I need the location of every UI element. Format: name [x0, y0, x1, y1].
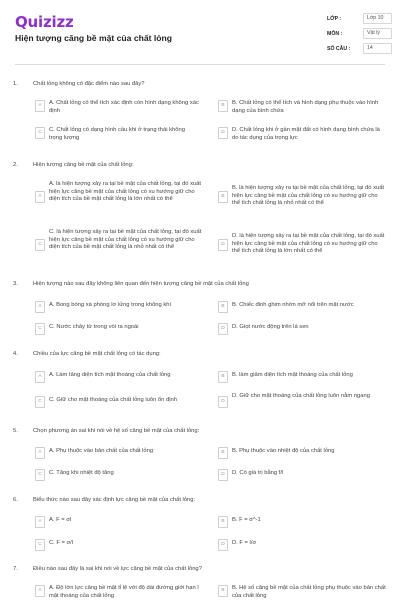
- option-text: B. Phụ thuộc vào nhiệt độ của chất lỏng: [232, 448, 335, 454]
- question-number: 3.: [13, 281, 18, 287]
- worksheet-title: Hiện tượng căng bề mặt của chất lỏng: [15, 33, 173, 43]
- option-text: A. Làm tăng diện tích mặt thoáng của chất lỏng: [49, 372, 171, 378]
- question-text: Chọn phương án sai khi nói về hệ số căng bề mặt của chất lỏng:: [33, 428, 200, 434]
- option-text: C. Giữ cho mặt thoáng của chất lỏng luôn ổn định: [49, 397, 177, 403]
- question-text: Điều nào sau đây là sai khi nói về lực căng bề mặt của chất lỏng?: [33, 566, 202, 572]
- question-number: 4.: [13, 351, 18, 357]
- worksheet-header: [0, 0, 400, 62]
- question-number: 6.: [13, 497, 18, 503]
- option-text: C. F = σ/l: [49, 540, 74, 546]
- option-letter: C: [35, 396, 45, 408]
- question-text: Chiều của lực căng bề mặt chất lỏng có tác dụng:: [33, 351, 161, 357]
- option-letter: A: [35, 371, 45, 383]
- option-text: D. là hiện tượng xảy ra tại bề mặt của chất lỏng, tại đó xuất hiện lực căng bề mặt của chất lỏng có xu hướng giữ cho thể tích chất lỏng là lớn nhất có thể: [232, 233, 385, 254]
- option-letter: B: [218, 585, 228, 597]
- option-letter: A: [35, 447, 45, 459]
- question-text: Hiện tượng nào sau đây không liên quan đến hiện tượng căng bề mặt của chất lỏng: [33, 281, 249, 287]
- option-letter: B: [218, 100, 228, 112]
- option-letter: A: [35, 100, 45, 112]
- option-letter: D: [218, 469, 228, 481]
- option-letter: D: [218, 539, 228, 551]
- option-letter: B: [218, 447, 228, 459]
- option-letter: B: [218, 516, 228, 528]
- option-letter: C: [35, 239, 45, 251]
- option-text: C. Chất lỏng có dạng hình cầu khi ở trạng thái không trọng lượng: [49, 127, 185, 141]
- question-text: Chất lỏng không có đặc điểm nào sau đây?: [33, 81, 145, 87]
- option-text: A. Chất lỏng có thể tích xác định còn hình dạng không xác định: [49, 100, 199, 114]
- option-text: B. Hệ số căng bề mặt của chất lỏng phụ thuộc vào bản chất của chất lỏng: [232, 585, 386, 599]
- option-letter: C: [35, 469, 45, 481]
- option-text: D. F = l/σ: [232, 540, 257, 546]
- option-letter: D: [218, 323, 228, 335]
- option-text: A. Bong bóng xà phòng lơ lửng trong không khí: [49, 302, 172, 308]
- question-text: Biểu thức nào sau đây xác định lực căng bề mặt của chất lỏng:: [33, 497, 196, 503]
- question-number: 7.: [13, 566, 18, 572]
- option-letter: A: [35, 301, 45, 313]
- option-letter: A: [35, 585, 45, 597]
- option-text: D. Có giá trị bằng f/l: [232, 470, 284, 476]
- grade-value: Lớp 10: [363, 13, 392, 24]
- option-letter: A: [35, 191, 45, 203]
- option-letter: B: [218, 301, 228, 313]
- option-letter: B: [218, 191, 228, 203]
- option-text: C. là hiện tượng xảy ra tại bề mặt của chất lỏng, tại đó xuất hiện lực căng bề mặt của chất lỏng có xu hướng giữ cho diện tích của bề mặt chất lỏng là nhỏ nhất có thể: [49, 229, 202, 250]
- subject-value: Vật lý: [363, 28, 392, 39]
- option-text: B. F = σ^-1: [232, 517, 261, 523]
- option-text: B. Chiếc đinh ghim nhờn mỡ nổi trên mặt nước: [232, 302, 354, 308]
- option-text: B. Chất lỏng có thể tích và hình dạng phụ thuộc vào hình dạng của bình chứa: [232, 100, 379, 114]
- question-number: 5.: [13, 428, 18, 434]
- option-text: C. Nước chảy từ trong vòi ra ngoài: [49, 324, 139, 330]
- option-letter: C: [35, 539, 45, 551]
- option-text: A. là hiện tượng xảy ra tại bề mặt của chất lỏng, tại đó xuất hiện lực căng bề mặt của chất lỏng có xu hướng giữ cho diện tích của bề mặt chất lỏng là lớn nhất có thể: [49, 181, 202, 202]
- quizizz-logo: Quizizz: [15, 13, 74, 31]
- option-text: A. F = σl: [49, 517, 72, 523]
- option-letter: D: [218, 396, 228, 408]
- option-letter: C: [35, 127, 45, 139]
- option-letter: B: [218, 371, 228, 383]
- question-count-value: 14: [363, 43, 392, 54]
- option-letter: D: [218, 127, 228, 139]
- option-text: D. Giữ cho mặt thoáng của chất lỏng luôn nằm ngang: [232, 393, 370, 399]
- question-number: 1.: [13, 81, 18, 87]
- option-text: A. Độ lớn lực căng bề mặt tỉ lệ với độ dài đường giới hạn l mặt thoáng của chất lỏng: [49, 585, 199, 599]
- option-text: D. Chất lỏng khi ở gần mặt đất có hình dạng bình chứa là do tác dụng của trọng lực: [232, 127, 380, 141]
- header-divider: [15, 64, 385, 65]
- option-text: C. Tăng khi nhiệt độ tăng: [49, 470, 114, 476]
- option-letter: A: [35, 516, 45, 528]
- subject-label: MÔN :: [327, 31, 343, 37]
- grade-label: LỚP :: [327, 16, 342, 22]
- option-text: B. làm giảm diện tích mặt thoáng của chất lỏng: [232, 372, 353, 378]
- question-text: Hiện tượng căng bề mặt của chất lỏng:: [33, 162, 134, 168]
- option-text: A. Phụ thuộc vào bản chất của chất lỏng: [49, 448, 154, 454]
- option-letter: C: [35, 323, 45, 335]
- option-text: B. là hiện tượng xảy ra tại bề mặt của chất lỏng, tại đó xuất hiện lực căng bề mặt của chất lỏng có xu hướng giữ cho thể tích chất lỏng là nhỏ nhất có thể: [232, 185, 385, 206]
- option-text: D. Giọt nước động trên lá sen: [232, 324, 309, 330]
- option-letter: D: [218, 239, 228, 251]
- question-number: 2.: [13, 162, 18, 168]
- question-count-label: SỐ CÂU :: [327, 46, 351, 52]
